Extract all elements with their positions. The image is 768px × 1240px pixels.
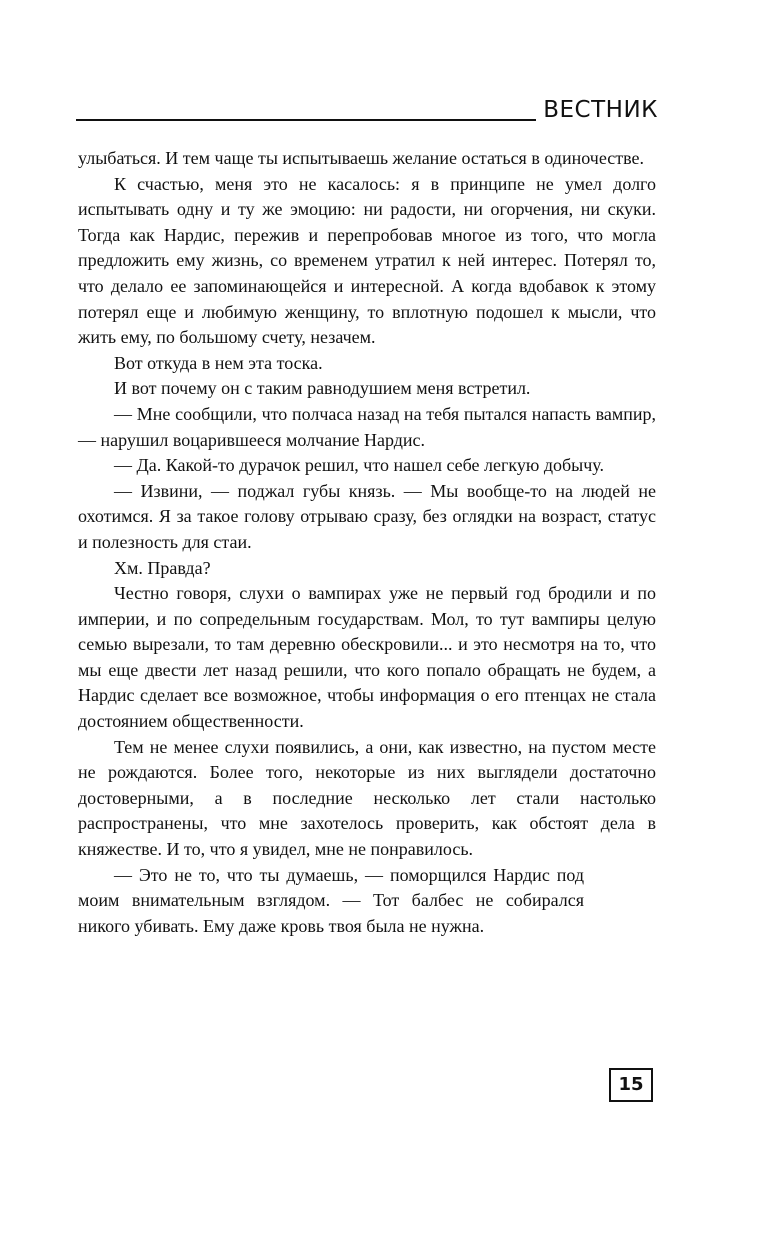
paragraph: К счастью, меня это не касалось: я в принципе не умел долго испытывать одну и ту же эмоцию: ни радости, ни огорчения, ни скуки. Тогда как Нардис, пережив и перепробовав многое из того, что могла предложить ему жизнь, со временем утратил к ней интерес. Потерял то, что делало ее запоминающейся и интересной. А когда вдобавок к этому потерял еще и любимую женщину, то вплотную подошел к мысли, что жить ему, по большому счету, незачем. [78,173,656,348]
paragraph: — Да. Какой-то дурачок решил, что нашел себе легкую добычу. [114,455,604,476]
paragraph: Тем не менее слухи появились, а они, как известно, на пустом месте не рождаются. Более того, некоторые из них выглядели достаточно достоверными, а в последние несколько лет стали настолько распространены, что мне захотелось проверить, как обстоят дела в княжестве. И то, что я увидел, мне не понравилось. [78,736,656,860]
body-text [78,146,656,939]
paragraph: — Это не то, что ты думаешь, — поморщился Нардис под моим внимательным взглядом. — Тот балбес не собирался никого убивать. Ему даже кровь твоя была не нужна. [78,864,584,936]
page-number: 15 [609,1068,653,1102]
paragraph: Вот откуда в нем эта тоска. [114,352,323,373]
paragraph: И вот почему он с таким равнодушием меня встретил. [114,378,531,399]
paragraph: Честно говоря, слухи о вампирах уже не первый год бродили и по империи, и по сопредельным государствам. Мол, то тут вампиры целую семью вырезали, то там деревню обескровили... и это несмотря на то, что мы еще двести лет назад решили, что кого попало обращать не будем, а Нардис сделает все возможное, чтобы информация о его птенцах не стала достоянием общественности. [78,583,656,732]
paragraph: Хм. Правда? [114,557,211,578]
header-title: ВЕСТНИК [543,97,658,123]
paragraph: — Извини, — поджал губы князь. — Мы вообще-то на людей не охотимся. Я за такое голову отрываю сразу, без оглядки на возраст, статус и полезность для стаи. [78,480,656,552]
running-header [76,96,658,126]
paragraph: — Мне сообщили, что полчаса назад на тебя пытался напасть вампир, — нарушил воцарившееся молчание Нардис. [78,403,656,450]
header-rule [76,119,536,121]
paragraph: улыбаться. И тем чаще ты испытываешь желание остаться в одиночестве. [78,148,644,168]
